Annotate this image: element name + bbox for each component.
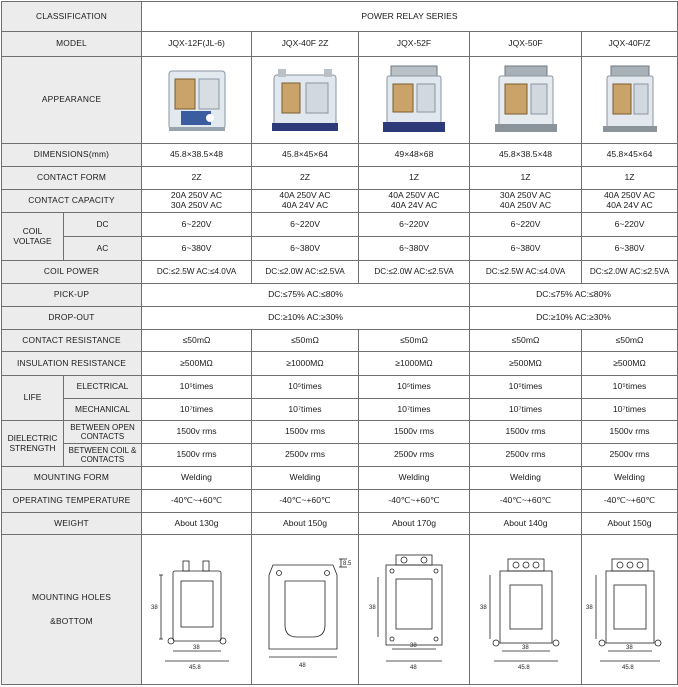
- series-title: POWER RELAY SERIES: [142, 2, 678, 32]
- insulation-resistance-value: ≥1000MΩ: [252, 352, 359, 376]
- model-name: JQX-52F: [359, 32, 470, 57]
- between-coil-contacts-label: BETWEEN COIL & CONTACTS: [64, 444, 142, 467]
- mounting-form-value: Welding: [252, 467, 359, 490]
- life-electrical-value: 10⁵times: [142, 376, 252, 399]
- capacity-line: 40A 250V AC: [499, 200, 552, 210]
- mounting-drawing-3: [359, 535, 470, 685]
- contact-resistance-value: ≤50mΩ: [252, 330, 359, 352]
- operating-temperature-value: -40℃~+60℃: [142, 490, 252, 513]
- mounting-drawing-4: [470, 535, 582, 685]
- dimensions-label: DIMENSIONS(mm): [2, 144, 142, 167]
- coil-dc-value: 6~220V: [142, 213, 252, 237]
- life-mechanical-value: 10⁷times: [252, 399, 359, 421]
- coil-power-value: DC:≤2.5W AC:≤4.0VA: [142, 261, 252, 284]
- mount-dim-label: 38: [150, 604, 158, 611]
- mounting-form-value: Welding: [470, 467, 582, 490]
- drop-out-value-b: DC:≥10% AC:≥30%: [470, 307, 678, 330]
- coil-power-row: [2, 261, 678, 284]
- dimensions-value: 45.8×38.5×48: [470, 144, 582, 167]
- contact-resistance-value: ≤50mΩ: [142, 330, 252, 352]
- ac-label: AC: [64, 237, 142, 261]
- coil-ac-value: 6~380V: [142, 237, 252, 261]
- coil-ac-value: 6~380V: [359, 237, 470, 261]
- dielectric-open-value: 1500v rms: [470, 421, 582, 444]
- life-electrical-value: 10⁵times: [252, 376, 359, 399]
- contact-capacity-value: [359, 190, 470, 213]
- weight-value: About 150g: [582, 513, 678, 535]
- operating-temperature-row: [2, 490, 678, 513]
- dielectric-open-value: 1500v rms: [359, 421, 470, 444]
- coil-ac-row: [2, 237, 678, 261]
- mount-dim-label: 45.8: [621, 664, 634, 671]
- contact-capacity-row: [2, 190, 678, 213]
- dielectric-coil-value: 2500v rms: [582, 444, 678, 467]
- mount-dim-label: 48: [410, 664, 417, 671]
- drop-out-label: DROP-OUT: [2, 307, 142, 330]
- insulation-resistance-value: ≥500MΩ: [470, 352, 582, 376]
- dc-label: DC: [64, 213, 142, 237]
- coil-ac-value: 6~380V: [470, 237, 582, 261]
- dielectric-open-value: 1500v rms: [582, 421, 678, 444]
- between-open-contacts-label: BETWEEN OPEN CONTACTS: [64, 421, 142, 444]
- relay-photo-1: [142, 57, 252, 144]
- life-mechanical-row: [2, 399, 678, 421]
- contact-capacity-value: [142, 190, 252, 213]
- appearance-row: [2, 57, 678, 144]
- mounting-holes-title: MOUNTING HOLES: [31, 591, 112, 602]
- contact-form-value: 2Z: [252, 167, 359, 190]
- dielectric-coil-value: 2500v rms: [252, 444, 359, 467]
- contact-capacity-value: [470, 190, 582, 213]
- insulation-resistance-row: [2, 352, 678, 376]
- contact-form-row: [2, 167, 678, 190]
- operating-temperature-value: -40℃~+60℃: [359, 490, 470, 513]
- model-row: [2, 32, 678, 57]
- dielectric-open-row: [2, 421, 678, 444]
- mount-dim-label: 38: [585, 604, 593, 611]
- contact-capacity-value: [582, 190, 678, 213]
- life-electrical-row: [2, 376, 678, 399]
- coil-power-value: DC:≤2.0W AC:≤2.5VA: [582, 261, 678, 284]
- dielectric-coil-value: 2500v rms: [359, 444, 470, 467]
- insulation-resistance-value: ≥500MΩ: [582, 352, 678, 376]
- dimensions-value: 45.8×45×64: [582, 144, 678, 167]
- coil-dc-value: 6~220V: [582, 213, 678, 237]
- mount-dim-label: 38: [410, 642, 417, 649]
- insulation-resistance-value: ≥500MΩ: [142, 352, 252, 376]
- mounting-form-value: Welding: [582, 467, 678, 490]
- contact-resistance-label: CONTACT RESISTANCE: [2, 330, 142, 352]
- classification-label: CLASSIFICATION: [2, 2, 142, 32]
- contact-resistance-value: ≤50mΩ: [582, 330, 678, 352]
- dielectric-coil-row: [2, 444, 678, 467]
- life-electrical-value: 10⁵times: [470, 376, 582, 399]
- pick-up-value-a: DC:≤75% AC:≤80%: [142, 284, 470, 307]
- coil-dc-value: 6~220V: [252, 213, 359, 237]
- life-electrical-value: 10⁵times: [582, 376, 678, 399]
- contact-form-value: 1Z: [582, 167, 678, 190]
- capacity-line: 20A 250V AC: [170, 190, 223, 201]
- weight-label: WEIGHT: [2, 513, 142, 535]
- operating-temperature-value: -40℃~+60℃: [470, 490, 582, 513]
- model-name: JQX-50F: [470, 32, 582, 57]
- capacity-line: 40A 250V AC: [279, 190, 331, 201]
- life-label: LIFE: [2, 376, 64, 421]
- contact-form-value: 1Z: [470, 167, 582, 190]
- capacity-line: 40A 24V AC: [281, 200, 329, 210]
- dielectric-coil-value: 2500v rms: [470, 444, 582, 467]
- weight-value: About 130g: [142, 513, 252, 535]
- coil-power-label: COIL POWER: [2, 261, 142, 284]
- dielectric-strength-label: DIELECTRIC STRENGTH: [2, 421, 64, 467]
- capacity-line: 40A 250V AC: [603, 190, 656, 201]
- relay-photo-2: [252, 57, 359, 144]
- mount-dim-label: 38: [625, 644, 633, 651]
- weight-value: About 170g: [359, 513, 470, 535]
- capacity-line: 40A 24V AC: [390, 200, 438, 210]
- mount-dim-label: 8.5: [343, 560, 352, 567]
- capacity-line: 30A 250V AC: [170, 200, 223, 210]
- model-name: JQX-12F(JL-6): [142, 32, 252, 57]
- operating-temperature-value: -40℃~+60℃: [582, 490, 678, 513]
- contact-resistance-row: [2, 330, 678, 352]
- mounting-holes-row: [2, 535, 678, 685]
- coil-dc-row: [2, 213, 678, 237]
- mounting-form-value: Welding: [359, 467, 470, 490]
- mount-dim-label: 38: [479, 604, 487, 611]
- mechanical-label: MECHANICAL: [64, 399, 142, 421]
- drop-out-value-a: DC:≥10% AC:≥30%: [142, 307, 470, 330]
- mounting-drawing-5: [582, 535, 678, 685]
- life-mechanical-value: 10⁷times: [582, 399, 678, 421]
- mount-dim-label: 38: [192, 644, 200, 651]
- capacity-line: 30A 250V AC: [499, 190, 552, 201]
- mounting-drawing-2: [252, 535, 359, 685]
- mount-dim-label: 45.8: [517, 664, 530, 671]
- contact-form-value: 1Z: [359, 167, 470, 190]
- dielectric-open-value: 1500v rms: [252, 421, 359, 444]
- life-electrical-value: 10⁵times: [359, 376, 470, 399]
- mounting-drawing-1: [142, 535, 252, 685]
- dimensions-value: 45.8×38.5×48: [142, 144, 252, 167]
- dimensions-value: 49×48×68: [359, 144, 470, 167]
- weight-value: About 140g: [470, 513, 582, 535]
- mount-dim-label: 38: [521, 644, 529, 651]
- life-mechanical-value: 10⁷times: [470, 399, 582, 421]
- insulation-resistance-label: INSULATION RESISTANCE: [2, 352, 142, 376]
- contact-form-label: CONTACT FORM: [2, 167, 142, 190]
- dimensions-value: 45.8×45×64: [252, 144, 359, 167]
- dielectric-open-value: 1500v rms: [142, 421, 252, 444]
- operating-temperature-label: OPERATING TEMPERATURE: [2, 490, 142, 513]
- pick-up-label: PICK-UP: [2, 284, 142, 307]
- bottom-title: &BOTTOM: [50, 615, 93, 626]
- weight-value: About 150g: [252, 513, 359, 535]
- life-mechanical-value: 10⁷times: [142, 399, 252, 421]
- contact-capacity-label: CONTACT CAPACITY: [2, 190, 142, 213]
- capacity-line: 40A 24V AC: [606, 200, 653, 210]
- relay-photo-3: [359, 57, 470, 144]
- dielectric-coil-value: 1500v rms: [142, 444, 252, 467]
- mounting-form-value: Welding: [142, 467, 252, 490]
- coil-power-value: DC:≤2.0W AC:≤2.5VA: [252, 261, 359, 284]
- coil-dc-value: 6~220V: [470, 213, 582, 237]
- mounting-holes-label: [2, 535, 142, 685]
- contact-form-value: 2Z: [142, 167, 252, 190]
- operating-temperature-value: -40℃~+60℃: [252, 490, 359, 513]
- contact-resistance-value: ≤50mΩ: [359, 330, 470, 352]
- relay-photo-4: [470, 57, 582, 144]
- appearance-label: APPEARANCE: [2, 57, 142, 144]
- pick-up-row: [2, 284, 678, 307]
- coil-voltage-label: COIL VOLTAGE: [2, 213, 64, 261]
- model-name: JQX-40F 2Z: [252, 32, 359, 57]
- coil-ac-value: 6~380V: [252, 237, 359, 261]
- pick-up-value-b: DC:≤75% AC:≤80%: [470, 284, 678, 307]
- dimensions-row: [2, 144, 678, 167]
- mount-dim-label: 45.8: [188, 664, 201, 671]
- coil-dc-value: 6~220V: [359, 213, 470, 237]
- mounting-form-row: [2, 467, 678, 490]
- electrical-label: ELECTRICAL: [64, 376, 142, 399]
- weight-row: [2, 513, 678, 535]
- model-label: MODEL: [2, 32, 142, 57]
- mounting-form-label: MOUNTING FORM: [2, 467, 142, 490]
- coil-ac-value: 6~380V: [582, 237, 678, 261]
- relay-spec-table: [1, 1, 678, 685]
- life-mechanical-value: 10⁷times: [359, 399, 470, 421]
- contact-resistance-value: ≤50mΩ: [470, 330, 582, 352]
- coil-power-value: DC:≤2.0W AC:≤2.5VA: [359, 261, 470, 284]
- drop-out-row: [2, 307, 678, 330]
- capacity-line: 40A 250V AC: [388, 190, 440, 201]
- insulation-resistance-value: ≥1000MΩ: [359, 352, 470, 376]
- coil-power-value: DC:≤2.5W AC:≤4.0VA: [470, 261, 582, 284]
- model-name: JQX-40F/Z: [582, 32, 678, 57]
- mount-dim-label: 38: [369, 604, 376, 611]
- relay-photo-5: [582, 57, 678, 144]
- contact-capacity-value: [252, 190, 359, 213]
- header-row: [2, 2, 678, 32]
- mount-dim-label: 48: [299, 662, 306, 669]
